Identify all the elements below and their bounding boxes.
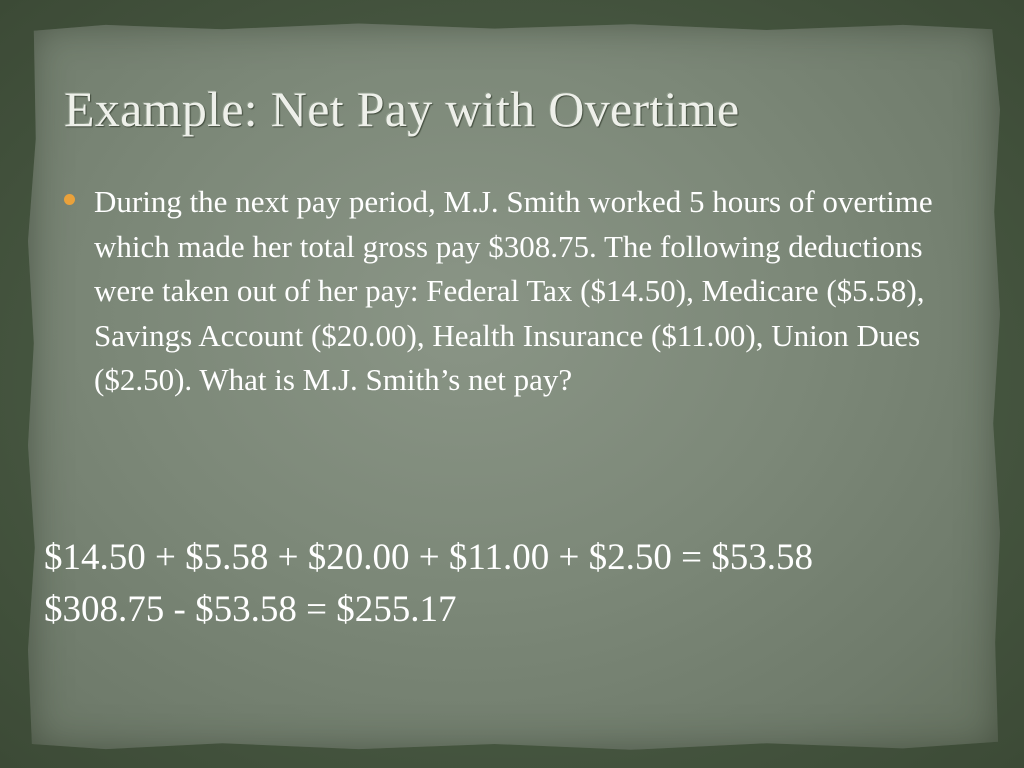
bullet-icon xyxy=(64,194,75,205)
slide-title: Example: Net Pay with Overtime xyxy=(64,81,740,137)
solution-equations xyxy=(44,532,994,636)
net-pay-equation: $308.75 - $53.58 = $255.17 xyxy=(44,589,457,630)
bullet-text: During the next pay period, M.J. Smith worked 5 hours of overtime which made her total gross pay $308.75. The following deductions were taken out of her pay: Federal Tax ($14.50), Medicare ($5.58), Savings Account ($20.00), Health Insurance ($11.00), Union Dues ($2.50). What is M.J. Smith’s net pay? xyxy=(94,184,933,397)
deductions-total-equation: $14.50 + $5.58 + $20.00 + $11.00 + $2.50 = $53.58 xyxy=(44,537,813,578)
